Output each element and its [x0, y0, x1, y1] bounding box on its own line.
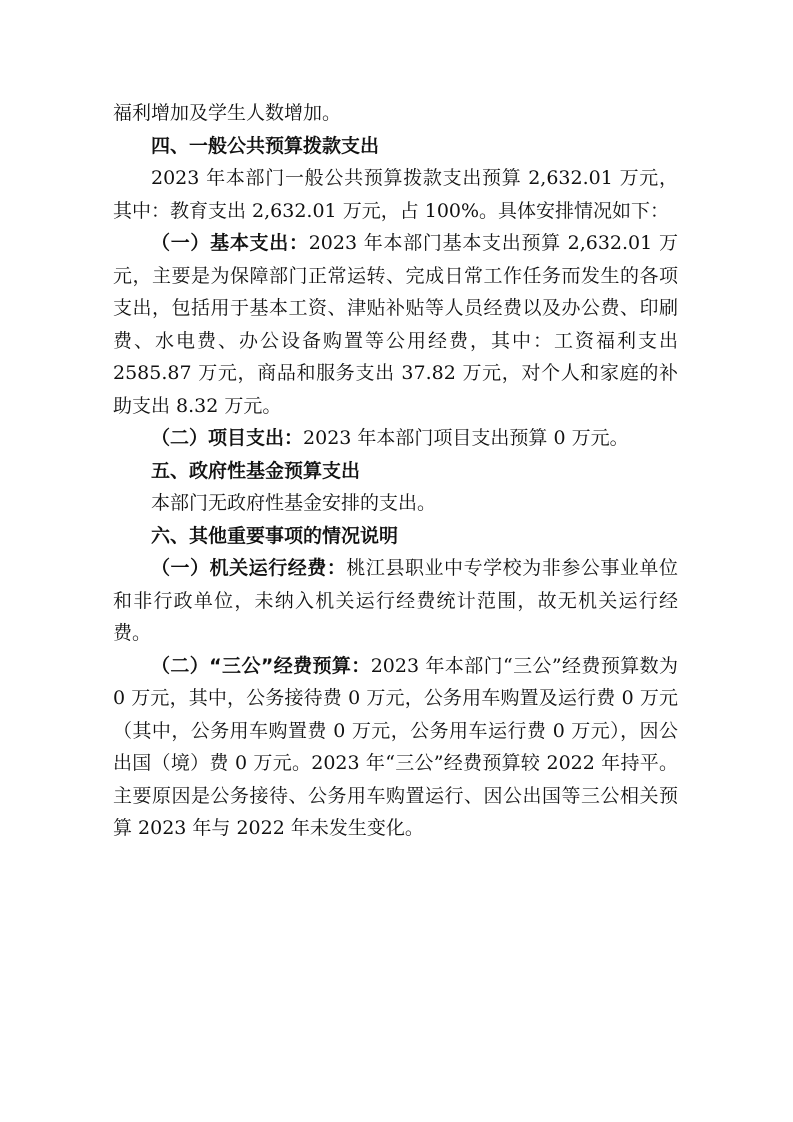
subheading-operating-costs: （一）机关运行经费： — [151, 557, 347, 579]
subheading-basic-expenditure: （一）基本支出： — [151, 232, 309, 254]
project-expenditure-text: 2023 年本部门项目支出预算 0 万元。 — [303, 427, 629, 449]
document-body — [113, 97, 678, 845]
paragraph-continuation: 福利增加及学生人数增加。 — [113, 102, 342, 124]
paragraph-basic-expenditure — [113, 227, 678, 422]
section-heading-5: 五、政府性基金预算支出 — [151, 459, 361, 482]
paragraph-operating-costs — [113, 552, 678, 650]
three-public-text: 2023 年本部门“三公”经费预算数为 0 万元，其中，公务接待费 0 万元，公务用车购置及运行费 0 万元（其中，公务用车购置费 0 万元，公务用车运行费 0 万元），因公出国（境）费 0 万元。2023 年“三公”经费预算较 2022 年持平。主要原因是公务接待、公务用车购置运行、因公出国等三公相关预算 2023 年与 2022 年未发生变化。 — [113, 654, 678, 839]
section-heading-4: 四、一般公共预算拨款支出 — [151, 134, 380, 157]
basic-expenditure-text: 2023 年本部门基本支出预算 2,632.01 万元，主要是为保障部门正常运转、完成日常工作任务而发生的各项支出，包括用于基本工资、津贴补贴等人员经费以及办公费、印刷费、水电费、办公设备购置等公用经费，其中：工资福利支出 2585.87 万元，商品和服务支出 37.82 万元，对个人和家庭的补助支出 8.32 万元。 — [113, 232, 678, 417]
paragraph-project-expenditure — [113, 422, 678, 455]
operating-costs-text: 桃江县职业中专学校为非参公事业单位和非行政单位，未纳入机关运行经费统计范围，故无机关运行经费。 — [113, 557, 678, 644]
paragraph-general-budget: 2023 年本部门一般公共预算拨款支出预算 2,632.01 万元，其中：教育支出 2,632.01 万元，占 100%。具体安排情况如下： — [113, 167, 678, 222]
paragraph-three-public — [113, 650, 678, 845]
section-heading-6: 六、其他重要事项的情况说明 — [151, 524, 399, 547]
subheading-three-public: （二）“三公”经费预算： — [151, 654, 371, 677]
paragraph-gov-fund: 本部门无政府性基金安排的支出。 — [151, 492, 437, 514]
subheading-project-expenditure: （二）项目支出： — [151, 427, 304, 449]
